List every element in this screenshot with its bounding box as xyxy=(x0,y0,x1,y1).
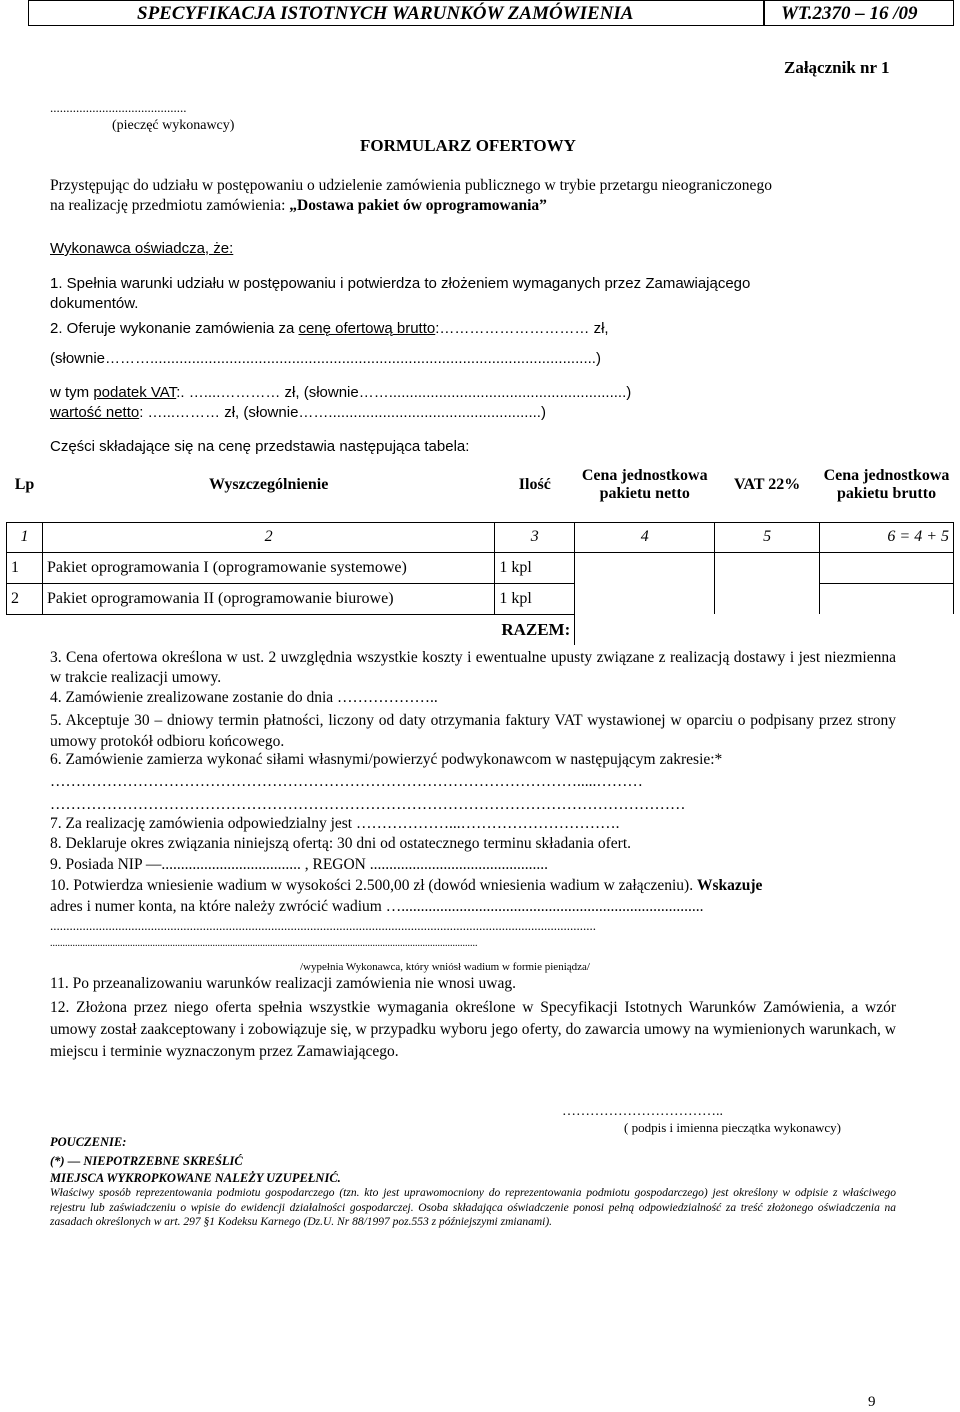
row-vat[interactable] xyxy=(715,583,820,614)
point-2-price xyxy=(50,320,609,337)
document-header xyxy=(28,0,954,26)
header-gross-price: Cena jednostkowa pakietu brutto xyxy=(820,448,954,522)
vat-prefix: w tym xyxy=(50,384,94,401)
point-1-line-1: 1. Spełnia warunki udziału w postępowaniu i potwierdza to złożeniem wymaganych przez Zamawiającego xyxy=(50,275,751,292)
header-divider xyxy=(763,1,765,25)
stamp-label: (pieczęć wykonawcy) xyxy=(112,118,235,133)
subject-title: „Dostawa pakiet ów oprogramowania” xyxy=(289,197,547,214)
form-title: FORMULARZ OFERTOWY xyxy=(360,136,576,155)
point-10-bold: Wskazuje xyxy=(696,877,763,894)
table-intro: Części składające się na cenę przedstawia następująca tabela: xyxy=(50,438,470,455)
net-label: wartość netto xyxy=(50,404,140,421)
vat-label: podatek VAT xyxy=(93,384,177,401)
point-2-suffix: :………………………… zł, xyxy=(435,320,609,337)
column-number: 3 xyxy=(495,522,575,552)
point-10 xyxy=(50,877,762,895)
row-qty: 1 kpl xyxy=(495,583,575,614)
contractor-declares: Wykonawca oświadcza, że: xyxy=(50,240,234,257)
instruction-line-2: MIEJSCA WYKROPKOWANE NALEŻY UZUPEŁNIĆ. xyxy=(50,1171,341,1185)
row-vat[interactable] xyxy=(715,552,820,583)
table-row xyxy=(7,583,954,614)
vat-line xyxy=(50,384,631,401)
stamp-dots: .......................................... xyxy=(50,100,187,115)
point-10-line-3: ........................................................................................................................................................................ xyxy=(50,918,596,933)
table-row xyxy=(7,552,954,583)
total-net xyxy=(575,614,715,645)
header-item: Wyszczególnienie xyxy=(42,448,494,522)
column-number: 1 xyxy=(7,522,43,552)
row-item: Pakiet oprogramowania I (oprogramowanie systemowe) xyxy=(42,552,494,583)
attachment-label: Załącznik nr 1 xyxy=(784,58,890,77)
point-5: 5. Akceptuje 30 – dniowy termin płatności, liczony od daty otrzymania faktury VAT wystawionej w oparciu o podpisany przez strony umowy protokół odbioru końcowego. xyxy=(50,712,896,750)
reference-number: WT.2370 – 16 /09 xyxy=(781,3,918,24)
row-lp: 1 xyxy=(7,552,43,583)
point-3: 3. Cena ofertowa określona w ust. 2 uwzględnia wszystkie koszty i ewentualne upusty związane z realizacją dostawy i jest niezmienna w trakcie realizacji umowy. xyxy=(50,649,896,686)
signature-label: ( podpis i imienna pieczątka wykonawcy) xyxy=(624,1120,841,1135)
point-10-line-2: adres i numer konta, na które należy zwrócić wadium ….............................................................................. xyxy=(50,898,704,915)
column-number: 2 xyxy=(42,522,494,552)
point-6-line-2: ………………………………………………………………………………………….....……… xyxy=(50,773,643,790)
total-gross xyxy=(820,614,954,645)
net-line xyxy=(50,404,546,421)
point-7: 7. Za realizację zamówienia odpowiedzialny jest ………………...…………………………. xyxy=(50,815,620,832)
header-qty: Ilość xyxy=(495,448,575,522)
point-11: 11. Po przeanalizowaniu warunków realizacji zamówienia nie wnosi uwag. xyxy=(50,975,516,992)
point-4: 4. Zamówienie zrealizowane zostanie do dnia ……………….. xyxy=(50,689,438,706)
point-6-line-3: …………………………………………………………………………………………………………… xyxy=(50,796,686,813)
row-qty: 1 kpl xyxy=(495,552,575,583)
point-10-note: /wypełnia Wykonawca, który wniósł wadium w formie pieniądza/ xyxy=(300,961,590,973)
header-net-price: Cena jednostkowa pakietu netto xyxy=(575,448,715,522)
header-vat: VAT 22% xyxy=(715,448,820,522)
spec-title: SPECYFIKACJA ISTOTNYCH WARUNKÓW ZAMÓWIENIA xyxy=(137,3,634,24)
point-10-text: 10. Potwierdza wniesienie wadium w wysokości 2.500,00 zł (dowód wniesienia wadium w załączeniu). xyxy=(50,877,697,894)
point-10-line-4: ........................................................................................................................................................................... xyxy=(50,938,478,949)
intro-prefix: na realizację przedmiotu zamówienia: xyxy=(50,197,290,214)
gross-price-label: cenę ofertową brutto xyxy=(298,320,436,337)
point-1-line-2: dokumentów. xyxy=(50,295,139,312)
intro-line-1: Przystępując do udziału w postępowaniu o udzielenie zamówienia publicznego w trybie przetargu nieograniczonego xyxy=(50,177,772,194)
price-in-words: (słownie………...........................................................................................................) xyxy=(50,350,601,367)
row-gross-price[interactable] xyxy=(820,583,954,614)
table-total-row xyxy=(7,614,954,645)
point-9: 9. Posiada NIP —.................................... , REGON .............................................. xyxy=(50,856,549,873)
row-net-price[interactable] xyxy=(575,583,715,614)
row-lp: 2 xyxy=(7,583,43,614)
column-number: 5 xyxy=(715,522,820,552)
total-label: RAZEM: xyxy=(7,614,575,645)
header-lp: Lp xyxy=(7,448,43,522)
instruction-title: POUCZENIE: xyxy=(50,1135,127,1149)
page-number: 9 xyxy=(868,1394,876,1410)
table-number-row xyxy=(7,522,954,552)
point-6-line-1: 6. Zamówienie zamierza wykonać siłami własnymi/powierzyć podwykonawcom w następującym zakresie:* xyxy=(50,751,723,768)
signature-dots: …………………………….. xyxy=(562,1104,723,1119)
point-2-prefix: 2. Oferuje wykonanie zamówienia za xyxy=(50,320,299,337)
point-12: 12. Złożona przez niego oferta spełnia wszystkie wymagania określone w Specyfikacji Istotnych Warunków Zamówienia, a wzór umowy został zaakceptowany i zobowiązuje się, w przypadku wyboru jego oferty, do zawarcia umowy na wymienionych warunkach, w miejscu i terminie wyznaczonym przez Zamawiającego. xyxy=(50,999,896,1060)
vat-suffix: :. …....………… zł, (słownie…….........................................................) xyxy=(176,384,632,401)
row-gross-price[interactable] xyxy=(820,552,954,583)
intro-line-2 xyxy=(50,197,547,215)
row-item: Pakiet oprogramowania II (oprogramowanie biurowe) xyxy=(42,583,494,614)
point-8: 8. Deklaruje okres związania niniejszą ofertą: 30 dni od ostatecznego terminu składania ofert. xyxy=(50,835,632,852)
price-table xyxy=(6,448,954,645)
row-net-price[interactable] xyxy=(575,552,715,583)
total-vat xyxy=(715,614,820,645)
table-header-row xyxy=(7,448,954,522)
column-number: 4 xyxy=(575,522,715,552)
net-suffix: : …...……… zł, (słownie……...................................................) xyxy=(139,404,546,421)
column-number: 6 = 4 + 5 xyxy=(820,522,954,552)
instruction-body: Właściwy sposób reprezentowania podmiotu gospodarczego (tzn. kto jest uprawomocniony do reprezentowania podmiotu gospodarczego) jest określony w odpisie z właściwego rejestru lub zaświadczeniu o wpisie do ewidencji działalności gospodarczej. Osoba składająca oświadczenie ponosi pełną odpowiedzialność za treść złożonego oświadczenia na zasadach określonych w art. 297 §1 Kodeksu Karnego (Dz.U. Nr 88/1997 poz.553 z późniejszymi zmianami). xyxy=(50,1187,896,1228)
instruction-line-1: (*) — NIEPOTRZEBNE SKREŚLIĆ xyxy=(50,1154,243,1168)
